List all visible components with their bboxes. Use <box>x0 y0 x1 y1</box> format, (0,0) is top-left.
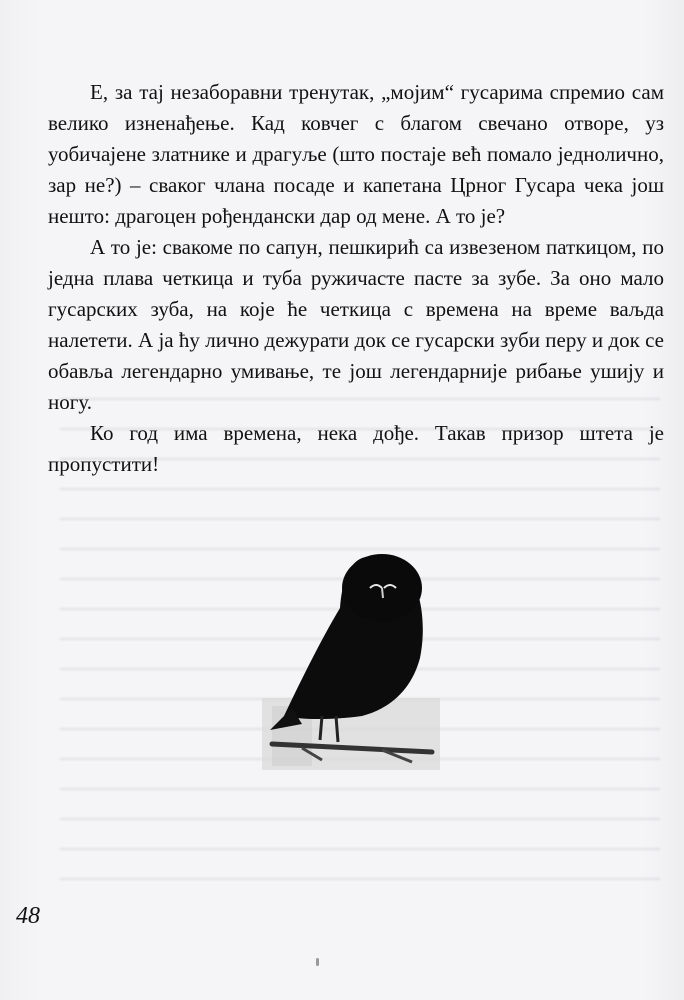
owl-icon <box>262 548 440 770</box>
paragraph-3: Ко год има времена, нека дође. Такав призор штета је пропустити! <box>48 421 664 476</box>
body-text <box>48 77 664 480</box>
paragraph-1: Е, за тај незаборавни тренутак, „мојим“ гусарима спремио сам велико изненађење. Кад ковчег с благом свечано отворе, уз уобичајене златнике и драгуље (што постаје већ помало једнолично, зар не?) – сваког члана посаде и капетана Црног Гусара чека још нешто: драгоцен рођендански дар од мене. А то је? <box>48 80 664 228</box>
page-number: 48 <box>16 903 40 929</box>
print-mark <box>316 958 319 966</box>
owl-illustration <box>262 548 440 770</box>
paragraph-2: А то је: свакоме по сапун, пешкирић са извезеном паткицом, по једна плава четкица и туба ружичасте пасте за зубе. За оно мало гусарских зуба, на које ће четкица с времена на време ваљда налетети. А ја ћу лично дежурати док се гусарски зуби перу и док се обавља легендарно умивање, те још легендарније рибање ушију и ногу. <box>48 235 664 414</box>
